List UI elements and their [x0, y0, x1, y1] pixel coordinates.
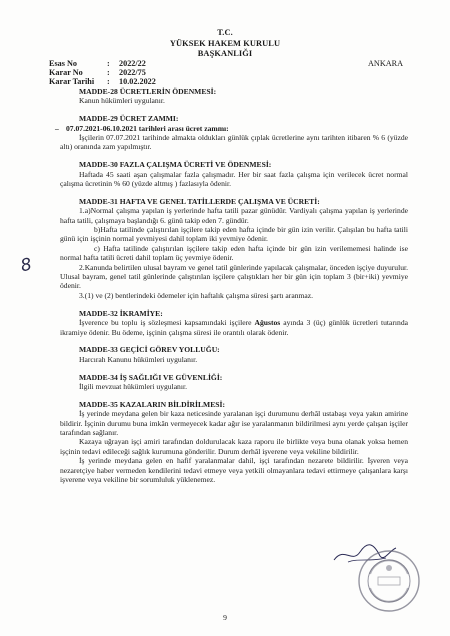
city-label: ANKARA [368, 59, 404, 68]
article-text [60, 318, 408, 337]
article-28 [60, 87, 408, 106]
karar-label: Karar No [49, 68, 83, 78]
article-text: İş yerinde meydana gelen en hafif yaralanmalar dahil, işçi tarafından nezarete bildirilir. İşveren veya nezaretçiye haber vermeden kendilerini tedavi etmeye veya yetkili olmayanlara tedavi ettirmeye çalışanlara karşı işverene veya vekiline bir sorumluluk yüklenemez. [60, 456, 408, 484]
text-part: İşverence bu toplu iş sözleşmesi kapsamındaki işçilere [79, 318, 255, 328]
esas-label: Esas No [49, 59, 77, 68]
tarih-label: Karar Tarihi [49, 77, 95, 87]
article-title: MADDE-28 ÜCRETLERİN ÖDENMESİ: [79, 87, 217, 96]
month-keyword: Ağustos [254, 318, 281, 328]
article-text: Kanun hükümleri uygulanır. [79, 96, 165, 106]
article-35 [60, 400, 408, 485]
article-text: b)Hafta tatilinde çalıştırılan işçilere takip eden hafta içinde bir gün izin verilir. Çalışılan bu hafta tatili günü için işçinin normal yevmiyesi dahil toplam iki yevmiye ödenir. [60, 225, 408, 244]
article-title: MADDE-30 FAZLA ÇALIŞMA ÜCRETİ VE ÖDENMESİ: [79, 160, 272, 170]
document-header [0, 28, 450, 60]
article-29 [60, 114, 408, 152]
karar-row [49, 68, 156, 77]
page-number: 9 [223, 613, 227, 622]
article-text: 3.(1) ve (2) bentlerindeki ödemeler için haftalık çalışma süresi şartı aranmaz. [79, 290, 314, 300]
esas-colon: : [107, 59, 110, 68]
text-part: ayında 3 (üç) günlük ücretleri tutarında ikramiye ödenir. Bu ödeme, işçinin çalışma süresi ile orantılı olarak ödenir. [60, 318, 408, 337]
article-text: İş yerinde meydana gelen bir kaza neticesinde yaralanan işçi durumunu derhâl ustabaşı veya yakın amirine bildirir. İşçinin durumu buna imkân vermeyecek kadar ağır ise yaralanmanın bildirilmesi aynı yerde çalışan işçiler tarafından sağlanır. [60, 409, 408, 437]
article-title: MADDE-31 HAFTA VE GENEL TATİLLERDE ÇALIŞMA VE ÜCRETİ: [79, 196, 320, 206]
case-metadata [49, 59, 156, 87]
esas-row [49, 59, 156, 68]
tarih-colon: : [107, 77, 110, 87]
article-subtitle: – 07.07.2021-06.10.2021 tarihleri arası ücret zammı: [60, 124, 408, 133]
article-text: İlgili mevzuat hükümleri uygulanır. [79, 381, 187, 391]
article-text: 1.a)Normal çalışma yapılan iş yerlerinde hafta tatili pazar günüdür. Vardiyalı çalışma yapılan iş yerlerinde hafta tatili, çalışmaya başlandığı 6. günü takip eden 7. gündür. [60, 206, 408, 225]
document-body [60, 87, 408, 484]
article-text: İşçilerin 07.07.2021 tarihinde almakta oldukları günlük çıplak ücretlerine aynı tarihten itibaren % 6 (yüzde altı) oranında zam yapılmıştır. [60, 133, 408, 152]
tarih-value: 10.02.2022 [119, 77, 156, 87]
article-31 [60, 197, 408, 300]
karar-value: 2022/75 [119, 68, 146, 78]
article-title: MADDE-35 KAZALARIN BİLDİRİLMESİ: [79, 399, 225, 409]
article-title: MADDE-34 İŞ SAĞLIĞI VE GÜVENLİĞİ: [79, 372, 223, 382]
article-text: Kazaya uğrayan işçi amiri tarafından doldurulacak kaza raporu ile birlikte veya buna olanak yoksa hemen işçinin tedavi edileceği sağlık kurumuna gönderilir. Durum derhâl işverene veya vekiline bildirilir. [60, 437, 408, 456]
article-text: 2.Kanunda belirtilen ulusal bayram ve genel tatil günlerinde yapılacak çalışmalar, önceden işçiye duyurulur. Ulusal bayram, genel tatil günlerinde çalıştırılan işçilere çalıştıkları her bir gün için toplam 3 (bir+iki) yevmiye ödenir. [60, 262, 408, 291]
article-34 [60, 373, 408, 392]
article-title: MADDE-29 ÜCRET ZAMMI: [79, 114, 179, 124]
karar-colon: : [107, 68, 110, 78]
handwritten-margin-note: 8 [18, 254, 34, 277]
article-title: MADDE-33 GEÇİCİ GÖREV YOLLUĞU: [79, 345, 220, 355]
header-department: BAŞKANLIĞI [197, 49, 253, 59]
esas-value: 2022/22 [119, 59, 146, 68]
tarih-row [49, 77, 156, 86]
article-33 [60, 345, 408, 364]
article-text: c) Hafta tatilinde çalıştırılan işçilere takip eden hafta içinde bir gün izin verilememesi halinde ise normal hafta tatili ücreti dahil toplam üç yevmiye ödenir. [60, 243, 408, 263]
article-text: Harcırah Kanunu hükümleri uygulanır. [79, 354, 198, 364]
header-institution: YÜKSEK HAKEM KURULU [169, 38, 281, 48]
article-32 [60, 309, 408, 337]
article-text: Haftada 45 saati aşan çalışmalar fazla çalışmadır. Her bir saat fazla çalışma için verilecek ücret normal çalışma ücretinin % 60 (yüzde altmış ) fazlasıyla ödenir. [60, 169, 408, 189]
official-seal-stamp [356, 548, 422, 614]
article-30 [60, 160, 408, 188]
header-tc: T.C. [217, 28, 233, 37]
article-title: MADDE-32 İKRAMİYE: [79, 308, 163, 318]
